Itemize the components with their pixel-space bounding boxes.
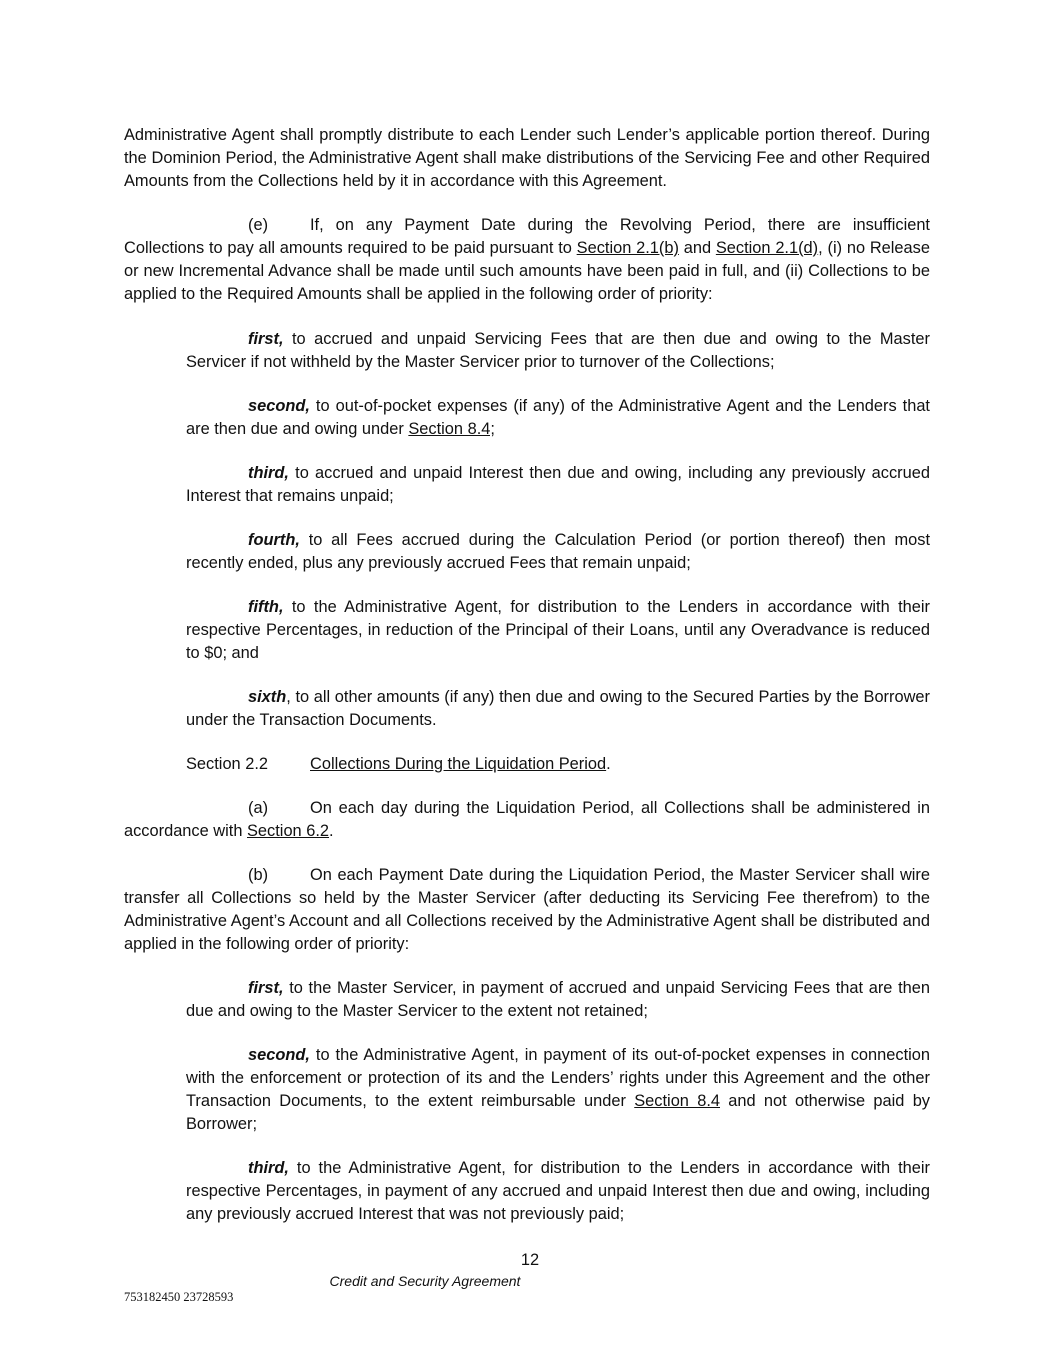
section-2-1-d-ref[interactable]: Section 2.1(d) <box>715 239 819 257</box>
priority-e-third: third, to accrued and unpaid Interest then due and owing, including any previously accrued Interest that remains unpaid; <box>186 464 930 505</box>
section-8-4-ref[interactable]: Section 8.4 <box>634 1092 720 1110</box>
priority-e-second: second, to out-of-pocket expenses (if any) of the Administrative Agent and the Lenders that are then due and owing under Section 8.4; <box>186 397 930 438</box>
footer-title: Credit and Security Agreement <box>329 1273 521 1289</box>
section-title: Collections During the Liquidation Period <box>310 755 607 773</box>
document-id: 753182450 23728593 <box>124 1290 234 1304</box>
section-6-2-ref[interactable]: Section 6.2 <box>247 822 330 840</box>
priority-b-third: third, to the Administrative Agent, for distribution to the Lenders in accordance with their respective Percentages, in payment of any accrued and unpaid Interest then due and owing, including any previously accrued Interest that was not previously paid; <box>186 1159 930 1223</box>
paragraph-b: (b) On each Payment Date during the Liquidation Period, the Master Servicer shall wire transfer all Collections so held by the Master Servicer (after deducting its Servicing Fee therefrom) to the Administrative Agent’s Account and all Collections received by the Administrative Agent shall be distributed and applied in the following order of priority: <box>124 866 930 953</box>
page-number: 12 <box>520 1251 540 1269</box>
paragraph-e: (e) If, on any Payment Date during the Revolving Period, there are insufficient Collections to pay all amounts required to be paid pursuant to Section 2.1(b) and Section 2.1(d), (i) no Release or new Incremental Advance shall be made until such amounts have been paid in full, and (ii) Collections to be applied to the Required Amounts shall be applied in the following order of priority: <box>124 216 930 303</box>
priority-e-sixth: sixth, to all other amounts (if any) then due and owing to the Secured Parties by the Borrower under the Transaction Documents. <box>186 688 930 729</box>
paragraph-e-label: (e) <box>248 216 269 234</box>
paragraph-top: Administrative Agent shall promptly distribute to each Lender such Lender’s applicable portion thereof. During the Dominion Period, the Administrative Agent shall make distributions of the Servicing Fee and other Required Amounts from the Collections held by it in accordance with this Agreement. <box>124 126 930 190</box>
section-2-2-heading: Section 2.2 Collections During the Liquidation Period. <box>186 753 930 776</box>
paragraph-a-label: (a) <box>248 799 269 817</box>
priority-e-fourth: fourth, to all Fees accrued during the Calculation Period (or portion thereof) then most recently ended, plus any previously accrued Fees that remain unpaid; <box>186 531 930 572</box>
section-8-4-ref[interactable]: Section 8.4; <box>408 420 495 438</box>
priority-e-first: first, to accrued and unpaid Servicing Fees that are then due and owing to the Master Servicer if not withheld by the Master Servicer prior to turnover of the Collections; <box>186 330 930 371</box>
section-number: Section 2.2 <box>186 755 269 773</box>
priority-b-first: first, to the Master Servicer, in payment of accrued and unpaid Servicing Fees that are then due and owing to the Master Servicer to the extent not retained; <box>186 979 930 1020</box>
paragraph-a: (a) On each day during the Liquidation Period, all Collections shall be administered in accordance with Section 6.2. <box>124 799 930 840</box>
section-2-1-b-ref[interactable]: Section 2.1(b) <box>576 239 679 257</box>
priority-b-second: second, to the Administrative Agent, in payment of its out-of-pocket expenses in connection with the enforcement or protection of its and the Lenders’ rights under this Agreement and the other Transaction Documents, to the extent reimbursable under Section 8.4 and not otherwise paid by Borrower; <box>186 1046 931 1133</box>
paragraph-b-label: (b) <box>248 866 269 884</box>
priority-e-fifth: fifth, to the Administrative Agent, for distribution to the Lenders in accordance with their respective Percentages, in reduction of the Principal of their Loans, until any Overadvance is reduced to $0; and <box>186 598 930 662</box>
